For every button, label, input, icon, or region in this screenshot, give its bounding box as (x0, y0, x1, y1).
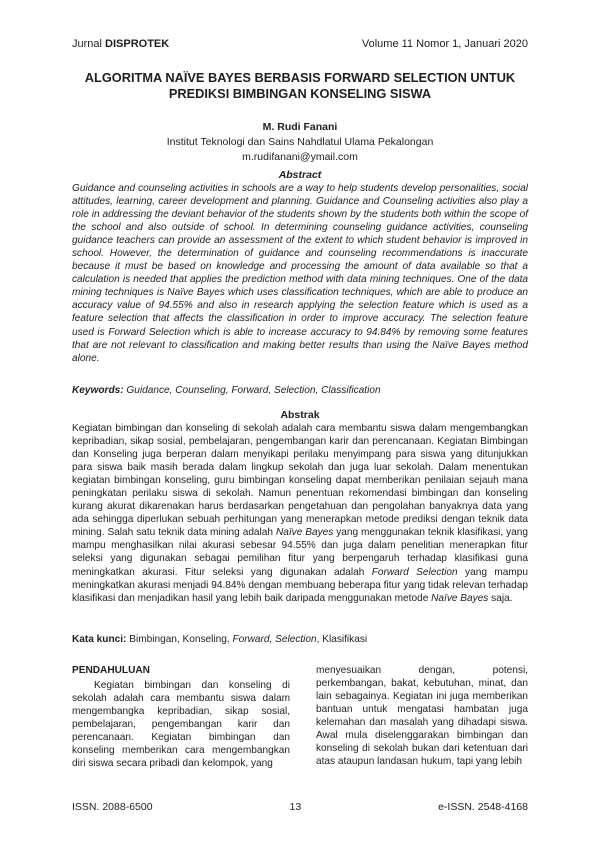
paper-title (60, 70, 540, 102)
abstract-indonesian (72, 408, 528, 605)
body-column-right (316, 664, 528, 768)
kata-kunci-label: Kata kunci: (72, 634, 127, 645)
journal-volume: Volume 11 Nomor 1, Januari 2020 (361, 38, 528, 50)
running-header (72, 38, 528, 50)
intro-paragraph-right: menyesuaikan dengan, potensi, perkembangan, bakat, kebutuhan, minat, dan lain sebagainya. Kegiatan ini juga memberikan bantuan untuk mengatasi hambatan juga kelemahan dan masalah yang dihadapi siswa. Awal mula diselenggarakan bimbingan dan konseling di sekolah bukan dari ketentuan dari atas ataupun landasan hukum, tapi yang lebih (316, 665, 528, 768)
abstract-english-heading: Abstract (278, 169, 322, 181)
title-line-2: PREDIKSI BIMBINGAN KONSELING SISWA (168, 86, 432, 101)
intro-paragraph-left: Kegiatan bimbingan dan konseling di sekolah adalah cara membantu siswa dalam mengembangka kepribadian, sikap sosial, pembelajaran, pengembangan karir dan perencanaan. Kegiatan bimbingan dan konseling memberikan cara mengembangkan diri siswa secara pribadi dan kelompok, yang (72, 680, 290, 770)
abstract-english (72, 168, 528, 365)
author-affiliation: Institut Teknologi dan Sains Nahdlatul Ulama Pekalongan (166, 136, 434, 148)
author-email: m.rudifanani@ymail.com (242, 151, 358, 163)
journal-label: Jurnal DISPROTEK (72, 38, 170, 50)
e-issn: e-ISSN. 2548-4168 (438, 801, 528, 813)
journal-name: DISPROTEK (105, 38, 170, 50)
page-number: 13 (289, 801, 302, 813)
keywords-line (72, 385, 528, 396)
kata-kunci-line: Kata kunci: Bimbingan, Konseling, Forward, Selection, Klasifikasi (72, 634, 368, 645)
abstract-indonesian-heading: Abstrak (280, 409, 320, 421)
page-footer (72, 801, 528, 813)
title-line-1: ALGORITMA NAÏVE BAYES BERBASIS FORWARD SELECTION UNTUK (84, 70, 516, 85)
keywords-label: Keywords: (72, 385, 124, 396)
body-column-left (72, 664, 290, 770)
abstract-english-text: Guidance and counseling activities in schools are a way to help students develop personalities, social attitudes, learning, career development and planning. Guidance and Counseling activities also play a role in addressing the deviant behavior of the students shown by the students both within the scope of the school and also outside of school. In determining counseling guidance activities, counseling guidance teachers can provide an assessment of the extent to which student behavior is improved in school. However, the determination of guidance and counseling recommendations is inaccurate because it must be based on knowledge and processing the amount of data available so that a calculation is needed that applies the prediction method with data mining techniques. One of the data mining techniques is Naïve Bayes which uses classification techniques, which are able to produce an accuracy value of 94.55% and also in research applying the selection feature which is used as a feature selection that affects the classification in order to improve accuracy. The selection feature used is Forward Selection which is able to increase accuracy to 94.84% by removing some features that are not relevant to classification and making better results than using the Naïve Bayes method alone. (72, 183, 528, 364)
section-heading-pendahuluan: PENDAHULUAN (72, 665, 150, 676)
keywords-text: Guidance, Counseling, Forward, Selection, Classification (123, 385, 381, 396)
author-name: M. Rudi Fanani (262, 121, 338, 133)
abstract-indonesian-text: Kegiatan bimbingan dan konseling di sekolah adalah cara membantu siswa dalam mengembangkan kepribadian, sikap sosial, pembelajaran, pengembangan karir dan perencanaan. Kegiatan Bimbingan dan Konseling juga berperan dalam menyikapi perilaku menyimpang para siswa yang ditunjukkan para siswa baik masih berada dalam lingkup sekolah dan juga luar sekolah. Dalam menentukan kegiatan bimbingan konseling, guru bimbingan konseling dapat memberikan penilaian sejauh mana peningkatan perilaku siswa di sekolah. Namun penentuan rekomendasi bimbingan dan konseling kurang akurat dikarenakan harus berdasarkan pengetahuan dan pengolahan banyaknya data yang ada sehingga diperlukan sebuah perhitungan yang menerapkan metode prediksi dengan teknik data mining. Salah satu teknik data mining adalah Naïve Bayes yang menggunakan teknik klasifikasi, yang mampu menghasilkan nilai akurasi sebesar 94.55% dan juga dalam penelitian menerapkan fitur seleksi yang digunakan sebagai pemilihan fitur yang berpengaruh terhadap klasifikasi guna meningkatkan akurasi. Fitur seleksi yang digunakan adalah Forward Selection yang mampu meningkatkan akurasi menjadi 94.84% dengan membuang beberapa fitur yang tidak relevan terhadap klasifikasi dan menjadikan hasil yang lebih baik daripada menggunakan metode Naïve Bayes saja. (72, 423, 528, 604)
author-block (60, 120, 540, 165)
issn: ISSN. 2088-6500 (72, 801, 153, 813)
